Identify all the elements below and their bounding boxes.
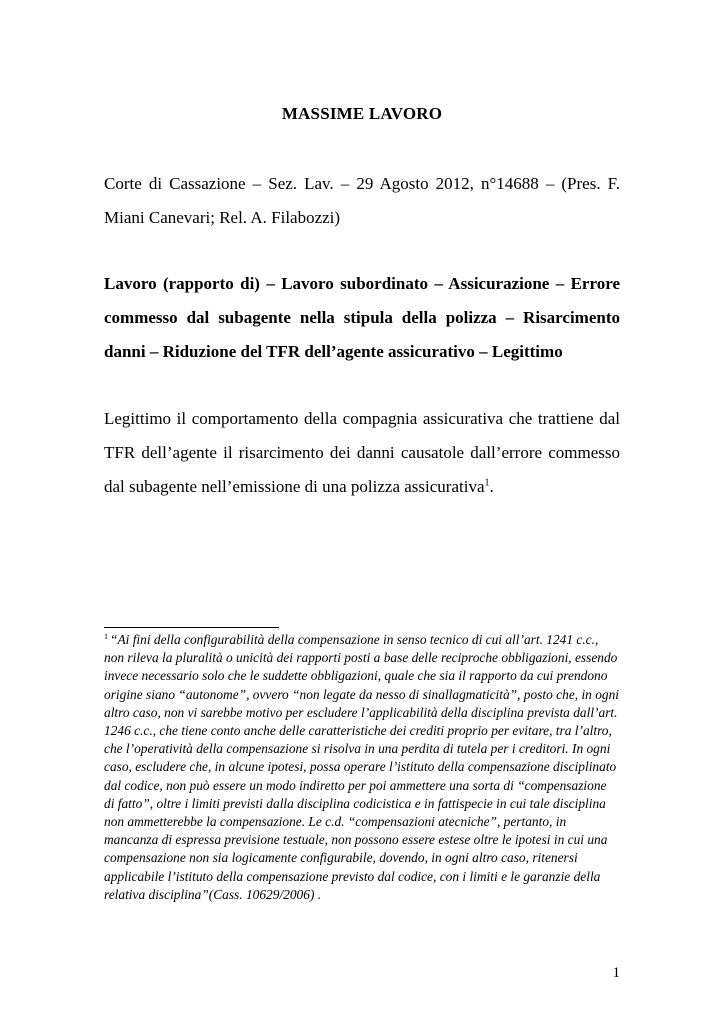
case-citation: Corte di Cassazione – Sez. Lav. – 29 Agosto 2012, n°14688 – (Pres. F. Miani Canevari; Rel. A. Filabozzi)	[104, 174, 620, 227]
maxim-text: Legittimo il comportamento della compagnia assicurativa che trattiene dal TFR dell’agente il risarcimento dei danni causatole dall’errore commesso dal subagente nell’emissione di una polizza assicurativa	[104, 409, 620, 496]
footnote	[104, 631, 620, 904]
footnote-separator	[104, 627, 279, 628]
footnote-text: “Ai fini della configurabilità della compensazione in senso tecnico di cui all’art. 1241 c.c., non rileva la pluralità o unicità dei rapporti posti a base delle reciproche obbligazioni, essendo invece necessario solo che le suddette obbligazioni, quale che sia il rapporto da cui prendono origine siano “autonome”, ovvero “non legate da nesso di sinallagmaticità”, posto che, in ogni altro caso, non vi sarebbe motivo per escludere l’applicabilità della disciplina prevista dall’art. 1246 c.c., che tiene conto anche delle caratteristiche dei crediti proprio per evitare, tra l’altro, che l’operatività della compensazione si risolva in una perdita di tutela per i creditori. In ogni caso, escludere che, in alcune ipotesi, possa operare l’istituto della compensazione disciplinato dal codice, non può essere un modo indiretto per poi ammettere una sorta di “compensazione di fatto”, oltre i limiti previsti dalla disciplina codicistica e in fattispecie in cui tale disciplina non ammetterebbe la compensazione. Le c.d. “compensazioni atecniche”, pertanto, in mancanza di espressa previsione testuale, non possono essere estese oltre le ipotesi in cui una compensazione non sia logicamente configurabile, dovendo, in ogni altro caso, ritenersi applicabile l’istituto della compensazione previsto dal codice, con i limiti e le garanzie della relativa disciplina”(Cass. 10629/2006) .	[104, 632, 620, 902]
maxim-end: .	[489, 477, 494, 496]
footnote-reference[interactable]: 1	[484, 477, 490, 489]
subject-headline: Lavoro (rapporto di) – Lavoro subordinato – Assicurazione – Errore commesso dal subagente nella stipula della polizza – Risarcimento danni – Riduzione del TFR dell’agente assicurativo – Legittimo	[104, 274, 620, 361]
footnote-marker: 1	[104, 631, 108, 641]
page-number: 1	[612, 965, 620, 981]
document-title: MASSIME LAVORO	[281, 104, 443, 123]
legal-maxim	[104, 402, 620, 504]
